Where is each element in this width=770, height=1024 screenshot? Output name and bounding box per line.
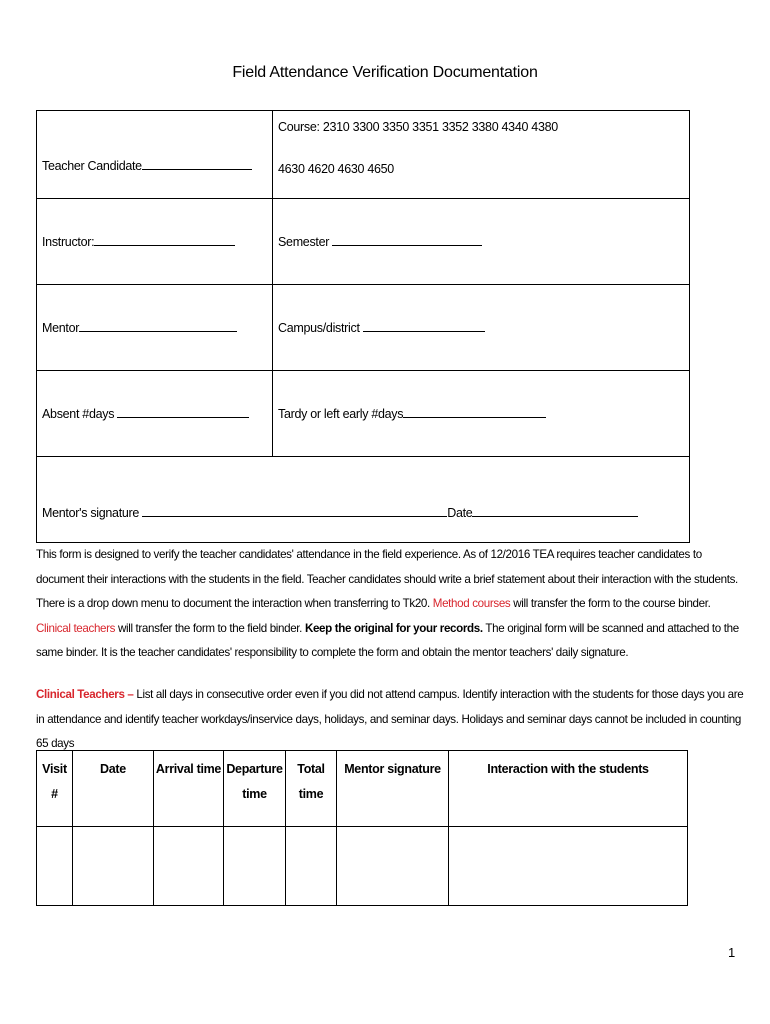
col-total: Total time — [286, 751, 337, 827]
mentor-label: Mentor — [42, 321, 80, 335]
instructor-field[interactable] — [94, 234, 235, 246]
clinical-teachers-highlight: Clinical teachers — [36, 621, 116, 635]
semester-field[interactable] — [332, 234, 482, 246]
mentor-signature-field[interactable] — [142, 505, 447, 517]
teacher-candidate-label: Teacher Candidate — [42, 159, 142, 173]
campus-field[interactable] — [363, 320, 485, 332]
col-departure: Departure time — [224, 751, 286, 827]
info-form-table — [36, 110, 690, 543]
clinical-teachers-paragraph — [36, 683, 746, 757]
campus-cell — [273, 285, 690, 371]
instructions-text: The original form will be scanned and attached to the same binder. It is the teacher candidates' responsibility to complete the form and obtain the mentor teachers' daily signature. — [36, 621, 739, 660]
keep-original-note: Keep the original for your records. — [304, 621, 483, 635]
instructor-cell — [37, 199, 273, 285]
method-courses-highlight: Method courses — [432, 597, 511, 611]
date-cell[interactable] — [73, 827, 154, 906]
col-arrival: Arrival time — [154, 751, 224, 827]
semester-cell — [273, 199, 690, 285]
tardy-cell — [273, 371, 690, 457]
date-label: Date — [447, 506, 473, 520]
campus-label: Campus/district — [278, 321, 363, 335]
clinical-teachers-label: Clinical Teachers – — [36, 688, 134, 701]
page-title: Field Attendance Verification Documentation — [232, 64, 538, 81]
attendance-log-table — [36, 750, 688, 906]
absent-cell — [37, 371, 273, 457]
mentor-signature-cell — [37, 457, 690, 543]
absent-field[interactable] — [117, 406, 249, 418]
visit-cell[interactable] — [37, 827, 73, 906]
teacher-candidate-cell — [37, 111, 273, 199]
tardy-label: Tardy or left early #days — [278, 407, 404, 421]
instructions-text: will transfer the form to the field binder. — [115, 621, 305, 635]
teacher-candidate-field[interactable] — [142, 158, 252, 170]
interaction-cell[interactable] — [449, 827, 688, 906]
col-date: Date — [73, 751, 154, 827]
course-cell — [273, 111, 690, 199]
mentor-signature-cell[interactable] — [337, 827, 449, 906]
semester-label: Semester — [278, 235, 333, 249]
clinical-teachers-text: List all days in consecutive order even if you did not attend campus. Identify interaction with the students for those days you are in attendance and identify teacher workdays/inservice days, holidays, and seminar days. Holidays and seminar days cannot be included in counting 65 days — [36, 688, 744, 751]
instructions-text: This form is designed to verify the teacher candidates' attendance in the field experience. As of 12/2016 TEA requires teacher candidates to document their interactions with the students in the field. Teacher candidates should write a brief statement about their interaction with the students. There is a drop down menu to document the interaction when transferring to Tk20. — [36, 548, 738, 611]
course-line-1: Course: 2310 3300 3350 3351 3352 3380 4340 4380 — [278, 120, 558, 134]
departure-cell[interactable] — [224, 827, 286, 906]
tardy-field[interactable] — [403, 406, 546, 418]
mentor-field[interactable] — [79, 320, 237, 332]
total-cell[interactable] — [286, 827, 337, 906]
instructions-paragraph — [36, 543, 746, 666]
col-visit: Visit # — [37, 751, 73, 827]
absent-label: Absent #days — [42, 407, 118, 421]
table-row — [37, 827, 688, 906]
col-interaction: Interaction with the students — [449, 751, 688, 827]
course-line-2: 4630 4620 4630 4650 — [278, 162, 394, 176]
arrival-cell[interactable] — [154, 827, 224, 906]
mentor-signature-label: Mentor's signature — [42, 506, 143, 520]
date-field[interactable] — [472, 505, 638, 517]
instructor-label: Instructor: — [42, 235, 95, 249]
instructions-text: will transfer the form to the course binder. — [510, 597, 711, 611]
page-number: 1 — [728, 945, 736, 960]
mentor-cell — [37, 285, 273, 371]
col-mentor-signature: Mentor signature — [337, 751, 449, 827]
